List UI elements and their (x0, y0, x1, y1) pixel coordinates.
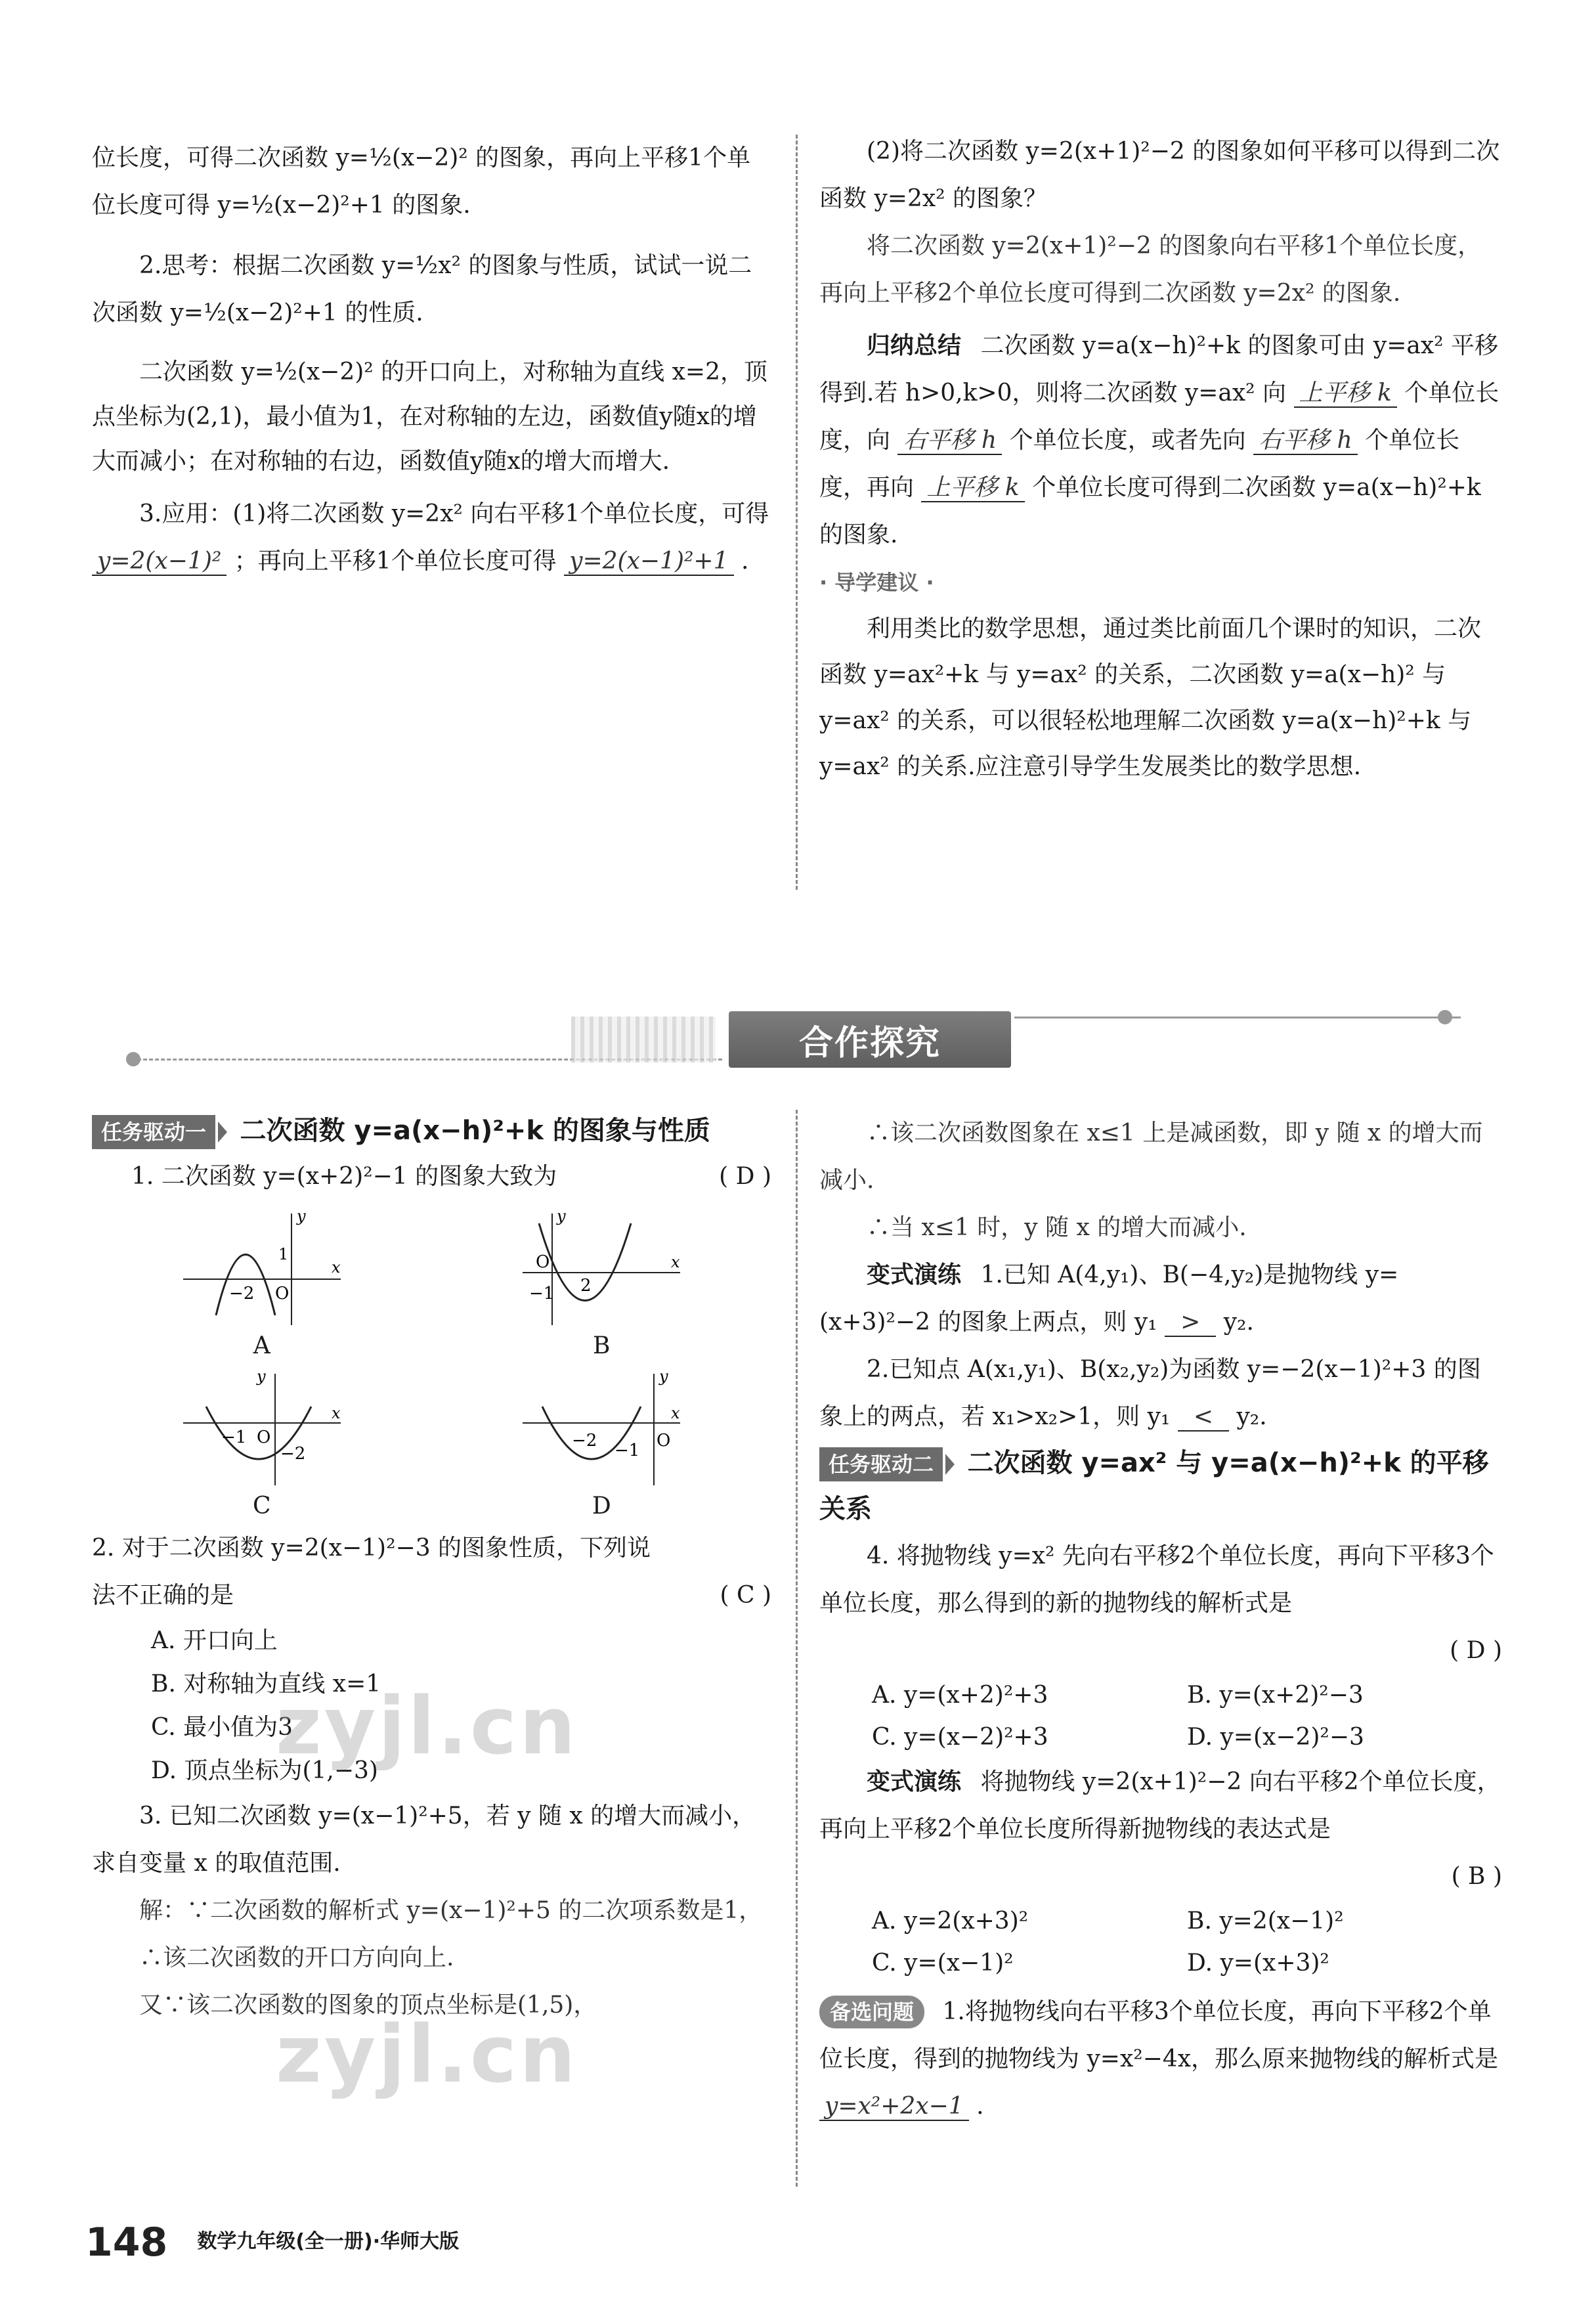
question-4-answer: ( D ) (1450, 1637, 1502, 1664)
variation-2 (819, 1346, 1502, 1441)
book-title: 数学九年级(全一册)·华师大版 (197, 2230, 460, 2253)
page-number: 148 (85, 2220, 168, 2265)
question-text: 1. 二次函数 y=(x+2)²−1 的图象大致为 (131, 1163, 557, 1190)
solution-line: 解：∵二次函数的解析式 y=(x−1)²+5 的二次项系数是1， (139, 1897, 763, 1924)
text: . (976, 2093, 984, 2120)
column-divider-bottom (796, 1110, 798, 2187)
variation-3 (819, 1759, 1502, 1853)
svg-text:−2: −2 (572, 1431, 597, 1451)
option: D. y=(x+3)² (1187, 1950, 1329, 1977)
solution-line: 又∵该二次函数的图象的顶点坐标是(1,5)， (139, 1992, 597, 2019)
variation-label: 变式演练 (867, 1768, 962, 1795)
variation-label: 变式演练 (867, 1261, 962, 1288)
graph-b-svg (516, 1207, 687, 1332)
option: B. y=(x+2)²−3 (1187, 1682, 1364, 1709)
task2-header (819, 1441, 1502, 1533)
watermark: zyjl.cn (276, 2009, 578, 2101)
option: D. 顶点坐标为(1,−3) (151, 1757, 378, 1784)
text: 二次函数 y=a(x−h)²+k 的图象可由 y=ax² 平移得到.若 h>0,k>0，则将二次函数 y=ax² 向 (819, 332, 1499, 406)
svg-text:−1: −1 (221, 1428, 247, 1447)
guide-label: · 导学建议 · (819, 570, 934, 595)
graph-a-svg (177, 1207, 347, 1332)
option: A. y=2(x+3)² (872, 1908, 1029, 1935)
answer-blank: 右平移 h (1253, 427, 1358, 455)
left-bottom-column (92, 1110, 771, 2029)
banner-dot-right (1438, 1010, 1452, 1024)
column-divider-top (796, 135, 798, 890)
answer-blank: 上平移 k (921, 474, 1024, 502)
text: 1.将抛物线向右平移3个单位长度，再向下平移2个单位长度，得到的抛物线为 y=x²−4x，那么原来抛物线的解析式是 (819, 1998, 1499, 2072)
option: A. y=(x+2)²+3 (872, 1682, 1048, 1709)
graph-option-d (432, 1367, 772, 1521)
paragraph: 2.思考：根据二次函数 y=½x² 的图象与性质，试试一说二次函数 y=½(x−2)²+1 的性质. (92, 252, 752, 326)
graph-option-b (432, 1207, 772, 1361)
right-bottom-column (819, 1110, 1502, 2130)
text: 个单位长度，或者先向 (1009, 427, 1246, 454)
svg-text:x: x (671, 1404, 680, 1422)
paragraph: 将二次函数 y=2(x+1)²−2 的图象向右平移1个单位长度，再向上平移2个单位长度可得到二次函数 y=2x² 的图象. (819, 232, 1482, 307)
variation-1 (819, 1252, 1502, 1346)
left-top-column (92, 135, 771, 585)
graph-options (92, 1207, 771, 1521)
graph-label: D (592, 1493, 611, 1520)
svg-text:y: y (296, 1207, 306, 1225)
svg-text:−2: −2 (280, 1444, 306, 1464)
option: C. y=(x−2)²+3 (872, 1724, 1048, 1751)
question-text: 2. 对于二次函数 y=2(x−1)²−3 的图象性质，下列说法不正确的是 (92, 1535, 651, 1609)
question-answer: ( C ) (720, 1582, 771, 1609)
question-4: 4. 将抛物线 y=x² 先向右平移2个单位长度，再向下平移3个单位长度，那么得到的新的抛物线的解析式是 (819, 1542, 1494, 1617)
svg-text:O: O (657, 1431, 671, 1451)
svg-text:y: y (557, 1207, 566, 1225)
svg-text:y: y (659, 1367, 668, 1386)
option: B. 对称轴为直线 x=1 (151, 1671, 381, 1697)
task1-header (92, 1110, 771, 1153)
svg-text:y: y (256, 1367, 266, 1386)
option: C. 最小值为3 (151, 1714, 293, 1741)
question-3: 3. 已知二次函数 y=(x−1)²+5，若 y 随 x 的增大而减小，求自变量 x 的取值范围. (92, 1803, 756, 1877)
svg-text:−2: −2 (228, 1284, 255, 1303)
graph-label: C (252, 1493, 271, 1520)
banner-line-right (1014, 1017, 1461, 1018)
svg-text:O: O (256, 1428, 271, 1447)
question-4-options (819, 1674, 1502, 1759)
section-title: 合作探究 (729, 1011, 1011, 1068)
svg-text:1: 1 (278, 1245, 289, 1263)
text: 将抛物线 y=2(x+1)²−2 向右平移2个单位长度，再向上平移2个单位长度所得新抛物线的表达式是 (819, 1768, 1501, 1843)
svg-text:2: 2 (580, 1276, 592, 1296)
question-1 (92, 1153, 771, 1200)
answer-blank: y=2(x−1)² (92, 548, 226, 576)
graph-option-c (92, 1367, 432, 1521)
graph-d-svg (516, 1367, 687, 1492)
task-title: 二次函数 y=ax² 与 y=a(x−h)²+k 的平移关系 (819, 1448, 1489, 1524)
graph-c-svg (177, 1367, 347, 1492)
text: 个单位长度可得到二次函数 y=a(x−h)²+k 的图象. (819, 474, 1481, 548)
right-top-column (819, 128, 1502, 790)
svg-text:x: x (671, 1253, 680, 1271)
answer-blank: > (1165, 1309, 1216, 1337)
variation-3-answer: ( B ) (1451, 1863, 1502, 1890)
summary (819, 322, 1502, 559)
solution-line: ∴该二次函数图象在 x≤1 上是减函数，即 y 随 x 的增大而减小. (819, 1120, 1483, 1194)
option: B. y=2(x−1)² (1187, 1908, 1344, 1935)
answer-blank: < (1178, 1403, 1229, 1432)
backup-label: 备选问题 (819, 1996, 924, 2028)
page-footer (85, 2220, 459, 2265)
text: y₂. (1236, 1403, 1267, 1430)
task-title: 二次函数 y=a(x−h)²+k 的图象与性质 (240, 1116, 710, 1146)
svg-text:x: x (331, 1258, 341, 1277)
text: . (741, 548, 749, 575)
solution-line: ∴该二次函数的开口方向向上. (139, 1944, 454, 1971)
graph-label: B (593, 1332, 611, 1359)
paragraph: (2)将二次函数 y=2(x+1)²−2 的图象如何平移可以得到二次函数 y=2x² 的图象？ (819, 138, 1500, 212)
summary-label: 归纳总结 (867, 332, 962, 359)
watermark: zyjl.cn (276, 1681, 578, 1772)
task-tag: 任务驱动一 (92, 1115, 215, 1149)
solution-line: ∴当 x≤1 时，y 随 x 的增大而减小. (867, 1214, 1247, 1241)
option: A. 开口向上 (151, 1627, 278, 1654)
text: 3.应用：(1)将二次函数 y=2x² 向右平移1个单位长度，可得 (139, 500, 769, 527)
svg-text:O: O (536, 1252, 550, 1272)
svg-text:O: O (274, 1284, 290, 1303)
option: D. y=(x−2)²−3 (1187, 1724, 1364, 1751)
graph-option-a (92, 1207, 432, 1361)
text: 1.已知 A(4,y₁)、B(−4,y₂)是抛物线 y=(x+3)²−2 的图象上两点，则 y₁ (819, 1261, 1399, 1336)
graph-label: A (253, 1332, 270, 1359)
answer-blank: y=x²+2x−1 (819, 2093, 969, 2121)
text: 个单位长度，再向 (819, 427, 1460, 501)
backup-question (819, 1988, 1502, 2130)
paragraph: 二次函数 y=½(x−2)² 的开口向上，对称轴为直线 x=2，顶点坐标为(2,1)，最小值为1，在对称轴的左边，函数值y随x的增大而减小；在对称轴的右边，函数值y随x的增大而增大. (92, 359, 767, 475)
svg-text:x: x (331, 1404, 341, 1422)
answer-blank: 右平移 h (897, 427, 1002, 455)
answer-blank: 上平移 k (1294, 380, 1397, 408)
banner-decoration (571, 1017, 716, 1062)
guide-text: 利用类比的数学思想，通过类比前面几个课时的知识，二次函数 y=ax²+k 与 y=ax² 的关系，二次函数 y=a(x−h)² 与 y=ax² 的关系，可以很轻松地理解二次函数 y=a(x−h)²+k 与 y=ax² 的关系.应注意引导学生发展类比的数学思想. (819, 615, 1482, 780)
svg-text:−1: −1 (615, 1441, 640, 1460)
task-tag: 任务驱动二 (819, 1447, 943, 1481)
question-answer: ( D ) (719, 1163, 771, 1190)
text: y₂. (1223, 1309, 1254, 1336)
question-2 (92, 1525, 771, 1619)
answer-blank: y=2(x−1)²+1 (564, 548, 733, 576)
svg-text:−1: −1 (529, 1284, 555, 1303)
option: C. y=(x−1)² (872, 1950, 1014, 1977)
text: 2.已知点 A(x₁,y₁)、B(x₂,y₂)为函数 y=−2(x−1)²+3 的图象上的两点，若 x₁>x₂>1，则 y₁ (819, 1356, 1481, 1430)
text: 个单位长度，向 (819, 380, 1499, 454)
text: ；再向上平移1个单位长度可得 (234, 548, 557, 575)
variation-3-options (819, 1900, 1502, 1984)
paragraph: 位长度，可得二次函数 y=½(x−2)² 的图象，再向上平移1个单位长度可得 y=½(x−2)²+1 的图象. (92, 144, 751, 219)
banner-dot-left (126, 1052, 140, 1066)
paragraph (92, 491, 771, 585)
